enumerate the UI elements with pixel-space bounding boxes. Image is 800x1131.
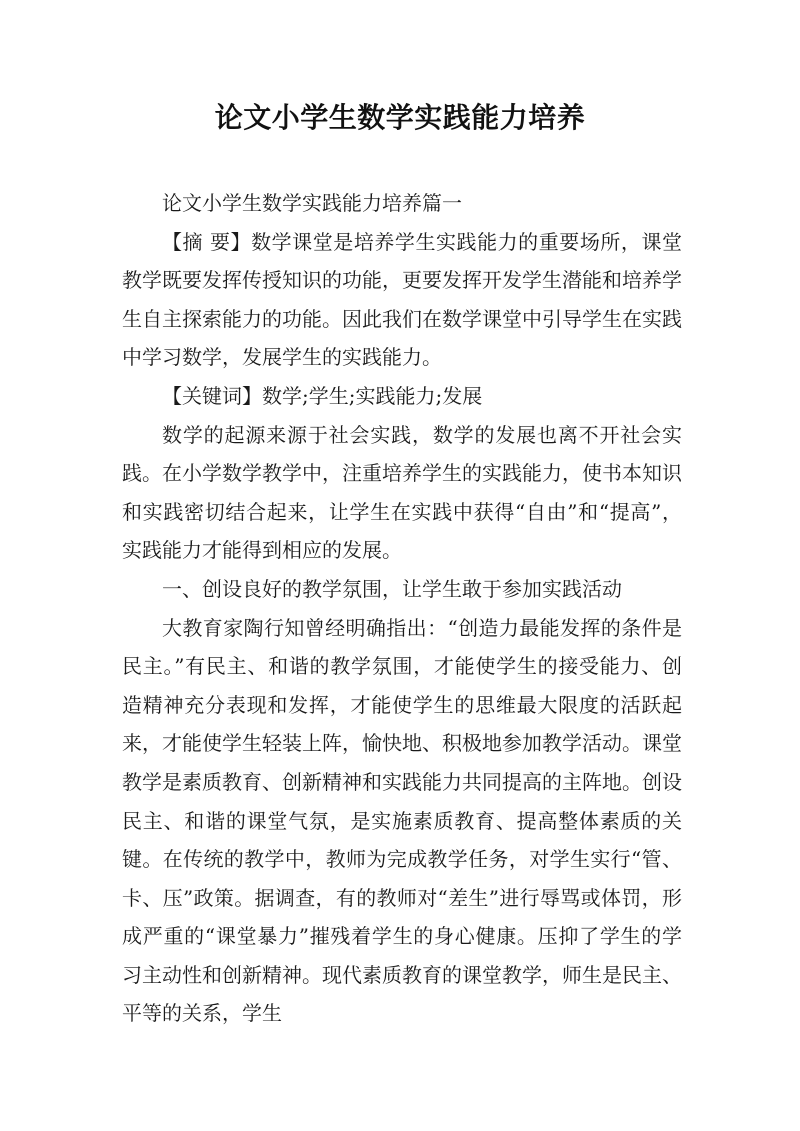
subsection-heading: 一、创设良好的教学氛围，让学生敢于参加实践活动 [162,576,622,601]
body-paragraph: 数学的起源来源于社会实践，数学的发展也离不开社会实践。在小学数学教学中，注重培养学生的实践能力，使书本知识和实践密切结合起来，让学生在实践中获得“自由”和“提高”，实践能力才能得到相应的发展。 [122,422,682,563]
section-heading: 论文小学生数学实践能力培养篇一 [162,191,462,215]
body-paragraph: 大教育家陶行知曾经明确指出：“创造力最能发挥的条件是民主。”有民主、和谐的教学氛围，才能使学生的接受能力、创造精神充分表现和发挥，才能使学生的思维最大限度的活跃起来，才能使学生轻装上阵，愉快地、积极地参加教学活动。课堂教学是素质教育、创新精神和实践能力共同提高的主阵地。创设民主、和谐的课堂气氛，是实施素质教育、提高整体素质的关键。在传统的教学中，教师为完成教学任务，对学生实行“管、卡、压”政策。据调查，有的教师对“差生”进行辱骂或体罚，形成严重的“课堂暴力”摧残着学生的身心健康。压抑了学生的学习主动性和创新精神。现代素质教育的课堂教学，师生是民主、平等的关系，学生 [122,615,682,1026]
abstract-paragraph: 【摘 要】数学课堂是培养学生实践能力的重要场所，课堂教学既要发挥传授知识的功能，更要发挥开发学生潜能和培养学生自主探索能力的功能。因此我们在数学课堂中引导学生在实践中学习数学，发展学生的实践能力。 [122,229,682,370]
document-body [122,184,682,1033]
keywords-paragraph: 【关键词】数学;学生;实践能力;发展 [162,383,483,408]
document-title: 论文小学生数学实践能力培养 [214,101,586,134]
